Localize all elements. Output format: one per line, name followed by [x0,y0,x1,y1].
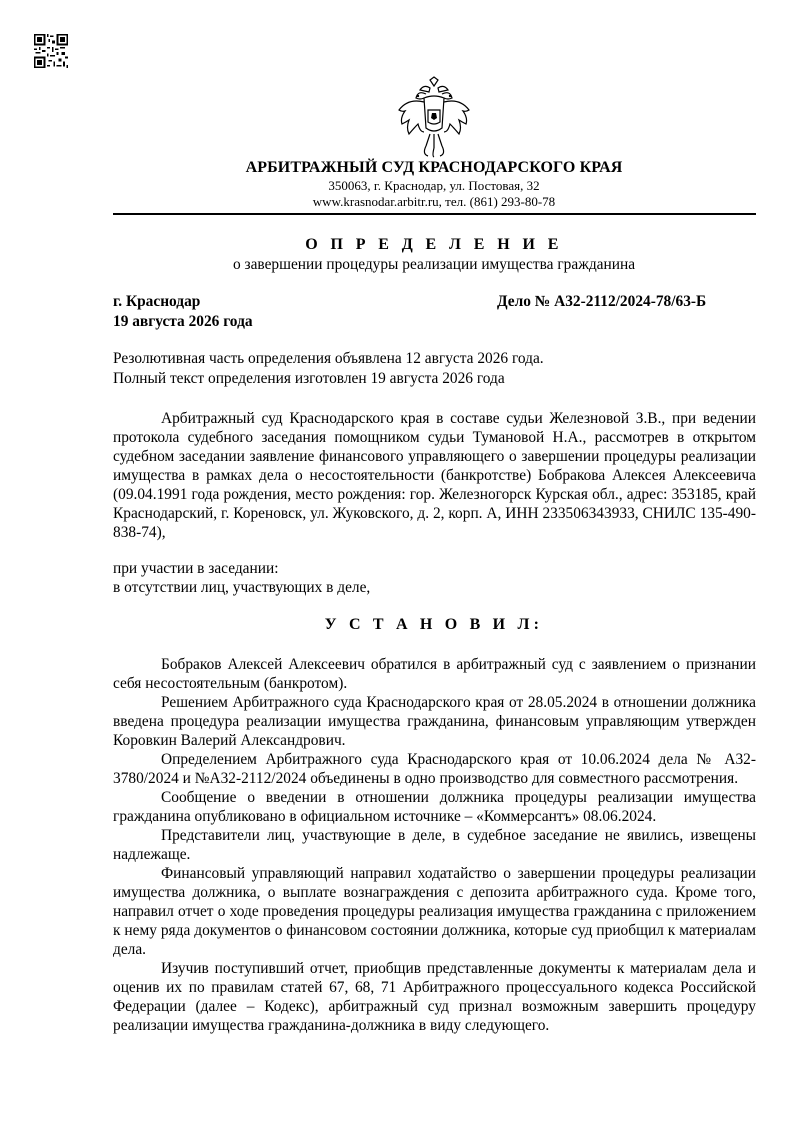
body-paragraphs [113,655,756,1035]
body-paragraph: Представители лиц, участвующие в деле, в судебное заседание не явились, извещены надлежаще. [113,827,756,863]
city: г. Краснодар [113,293,201,310]
court-name: АРБИТРАЖНЫЙ СУД КРАСНОДАРСКОГО КРАЯ [245,159,623,176]
document-title: О П Р Е Д Е Л Е Н И Е [305,236,563,253]
header-divider [113,213,756,215]
established-heading: У С Т А Н О В И Л: [324,616,544,633]
body-paragraph: Бобраков Алексей Алексеевич обратился в арбитражный суд с заявлением о признании себя несостоятельным (банкротом). [113,656,756,692]
document-date: 19 августа 2026 года [113,313,253,330]
case-number: Дело № А32-2112/2024-78/63-Б [497,293,707,310]
announce-line-2: Полный текст определения изготовлен 19 августа 2026 года [113,370,505,387]
intro-paragraph: Арбитражный суд Краснодарского края в составе судьи Железновой З.В., при ведении протокола судебного заседания помощником судьи Тумановой Н.А., рассмотрев в открытом судебном заседании заявление финансового управляющего о завершении процедуры реализации имущества в рамках дела о несостоятельности (банкротстве) Бобракова Алексея Алексеевича (09.04.1991 года рождения, место рождения: гор. Железногорск Курская обл., адрес: 353185, край Краснодарский, г. Кореновск, ул. Жуковского, д. 2, корп. А, ИНН 233506343933, СНИЛС 135-490-838-74), [113,410,756,541]
announce-line-1: Резолютивная часть определения объявлена 12 августа 2026 года. [113,350,544,367]
body-paragraph: Финансовый управляющий направил ходатайство о завершении процедуры реализации имущества должника, о выплате вознаграждения с депозита арбитражного суда. Кроме того, направил отчет о ходе проведения процедуры реализация имущества гражданина с приложением к нему ряда документов о финансовом состоянии должника, которые суд приобщил к материалам дела. [113,865,756,958]
body-paragraph: Изучив поступивший отчет, приобщив представленные документы к материалам дела и оценив их по правилам статей 67, 68, 71 Арбитражного процессуального кодекса Российской Федерации (далее – Кодекс), арбитражный суд признал возможным завершить процедуру реализации имущества гражданина-должника в виду следующего. [113,960,756,1034]
body-paragraph: Сообщение о введении в отношении должника процедуры реализации имущества гражданина опубликовано в официальном источнике – «Коммерсантъ» 08.06.2024. [113,789,756,825]
document-subtitle: о завершении процедуры реализации имущества гражданина [232,256,636,273]
court-contacts: www.krasnodar.arbitr.ru, тел. (861) 293-80-78 [312,194,556,209]
body-paragraph: Решением Арбитражного суда Краснодарского края от 28.05.2024 в отношении должника введена процедура реализации имущества гражданина, финансовым управляющим утвержден Коровкин Валерий Александрович. [113,694,756,749]
court-address: 350063, г. Краснодар, ул. Постовая, 32 [328,178,540,193]
participation-line-2: в отсутствии лиц, участвующих в деле, [113,579,371,596]
body-paragraph: Определением Арбитражного суда Краснодарского края от 10.06.2024 дела № А32-3780/2024 и №А32-2112/2024 объединены в одно производство для совместного рассмотрения. [113,751,756,787]
qr-code [34,34,68,68]
participation-line-1: при участии в заседании: [113,560,279,577]
coat-of-arms-emblem [396,76,472,158]
